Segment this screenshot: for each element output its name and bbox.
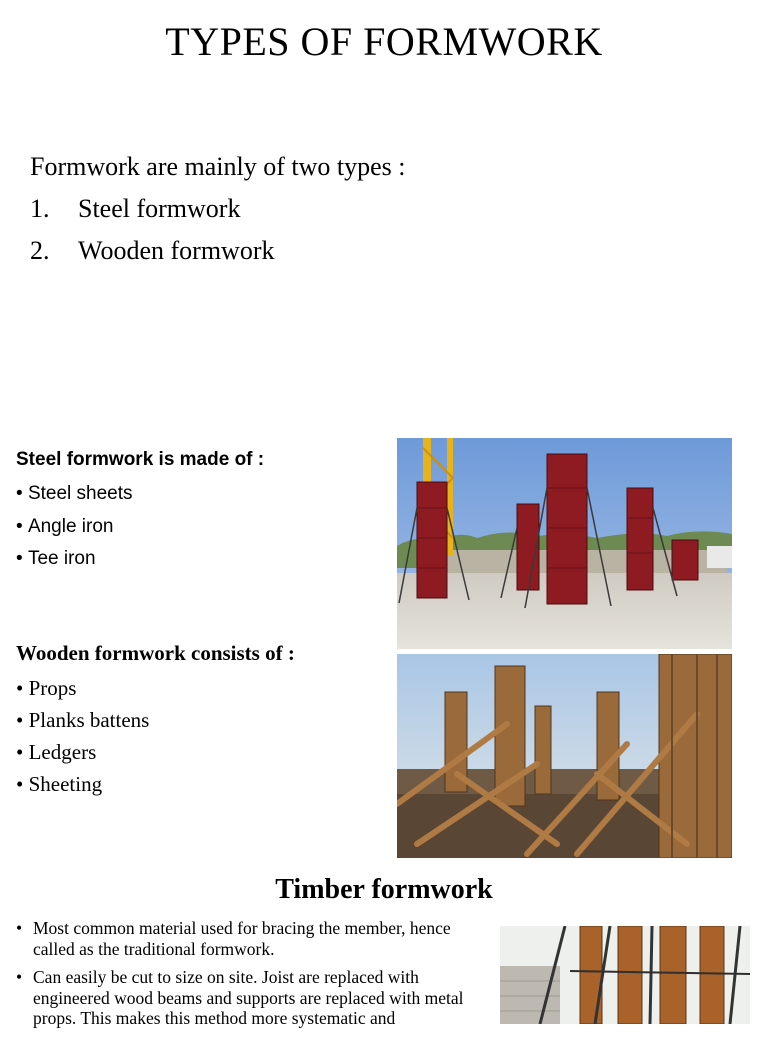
list-item: • Sheeting — [16, 768, 149, 800]
steel-formwork-list — [16, 478, 133, 576]
timber-formwork-illustration — [500, 926, 750, 1024]
intro-item-steel — [30, 188, 406, 230]
list-item: • Planks battens — [16, 704, 149, 736]
steel-formwork-illustration — [397, 438, 732, 649]
intro-item-text: Wooden formwork — [78, 236, 275, 265]
steel-formwork-photo — [397, 438, 732, 649]
bullet-item: • Most common material used for bracing the member, hence called as the traditional formwork. — [16, 918, 496, 959]
page-title: TYPES OF FORMWORK — [165, 19, 603, 64]
steel-formwork-heading: Steel formwork is made of : — [16, 449, 265, 470]
list-item: • Props — [16, 672, 149, 704]
list-item: • Steel sheets — [16, 478, 133, 511]
wooden-formwork-list — [16, 672, 149, 800]
timber-formwork-heading: Timber formwork — [275, 874, 493, 905]
intro-item-text: Steel formwork — [78, 194, 241, 223]
intro-item-number: 2. — [30, 236, 50, 265]
intro-item-wooden — [30, 230, 406, 272]
bullet-item: • Can easily be cut to size on site. Joist are replaced with engineered wood beams and supports are replaced with metal props. This makes this method more systematic and — [16, 967, 496, 1029]
timber-formwork-photo — [500, 926, 750, 1024]
intro-item-number: 1. — [30, 194, 50, 223]
list-item: • Ledgers — [16, 736, 149, 768]
list-item: • Tee iron — [16, 543, 133, 576]
list-item: • Angle iron — [16, 511, 133, 544]
intro-lead: Formwork are mainly of two types : — [30, 152, 406, 181]
wooden-formwork-illustration — [397, 654, 732, 858]
timber-formwork-bullets — [16, 918, 496, 1037]
wooden-formwork-heading: Wooden formwork consists of : — [16, 641, 295, 665]
formwork-types-intro — [30, 146, 406, 272]
wooden-formwork-photo — [397, 654, 732, 858]
